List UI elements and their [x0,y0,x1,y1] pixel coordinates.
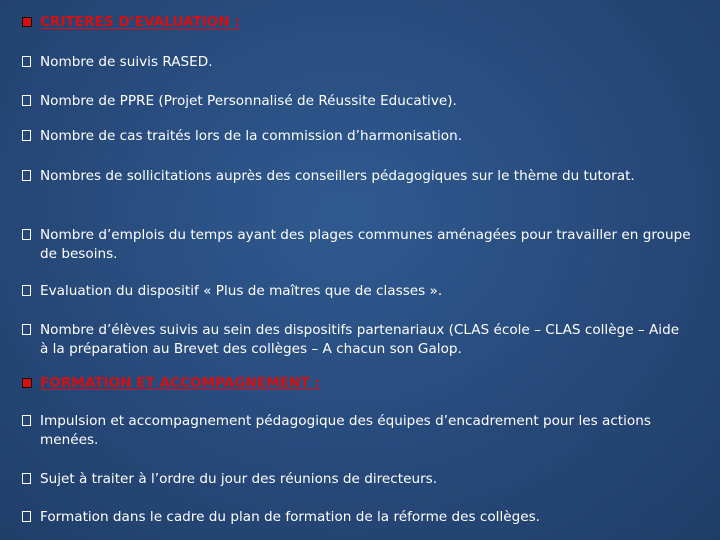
list-item-text: Nombre de PPRE (Projet Personnalisé de Réussite Educative). [40,93,457,109]
list-item [22,92,712,111]
checkbox-bullet-icon [22,324,31,335]
checkbox-bullet-icon [22,473,31,484]
list-item-text: Impulsion et accompagnement pédagogique des équipes d’encadrement pour les actions menées. [40,413,651,448]
section-title: FORMATION ET ACCOMPAGNEMENT : [40,375,320,391]
checkbox-bullet-icon [22,170,31,181]
list-item-text: Nombres de sollicitations auprès des conseillers pédagogiques sur le thème du tutorat. [40,168,635,184]
list-item-text: Nombre de cas traités lors de la commission d’harmonisation. [40,128,463,144]
checkbox-bullet-icon [22,285,31,296]
list-item [22,53,712,72]
checkbox-bullet-icon [22,130,31,141]
square-bullet-icon [22,17,32,27]
list-item-text: Nombre de suivis RASED. [40,54,213,70]
list-item-text: Nombre d’élèves suivis au sein des dispositifs partenariaux (CLAS école – CLAS collège – Aide à la préparation au Brevet des collèges – A chacun son Galop. [40,322,680,357]
list-item-text: Evaluation du dispositif « Plus de maîtres que de classes ». [40,283,443,299]
checkbox-bullet-icon [22,511,31,522]
section-heading-criteres [22,14,240,30]
checkbox-bullet-icon [22,56,31,67]
list-item-text: Sujet à traiter à l’ordre du jour des réunions de directeurs. [40,471,438,487]
list-item [22,412,662,450]
list-item [22,321,682,359]
list-item [22,508,712,527]
section-title: CRITERES D’EVALUATION : [40,14,240,30]
list-item [22,167,662,186]
list-item [22,127,712,146]
checkbox-bullet-icon [22,415,31,426]
list-item [22,226,710,264]
list-item [22,470,712,489]
list-item [22,282,712,301]
section-heading-formation [22,375,320,391]
checkbox-bullet-icon [22,229,31,240]
square-bullet-icon [22,378,32,388]
checkbox-bullet-icon [22,95,31,106]
list-item-text: Nombre d’emplois du temps ayant des plages communes aménagées pour travailler en groupe de besoins. [40,227,691,262]
list-item-text: Formation dans le cadre du plan de formation de la réforme des collèges. [40,509,540,525]
